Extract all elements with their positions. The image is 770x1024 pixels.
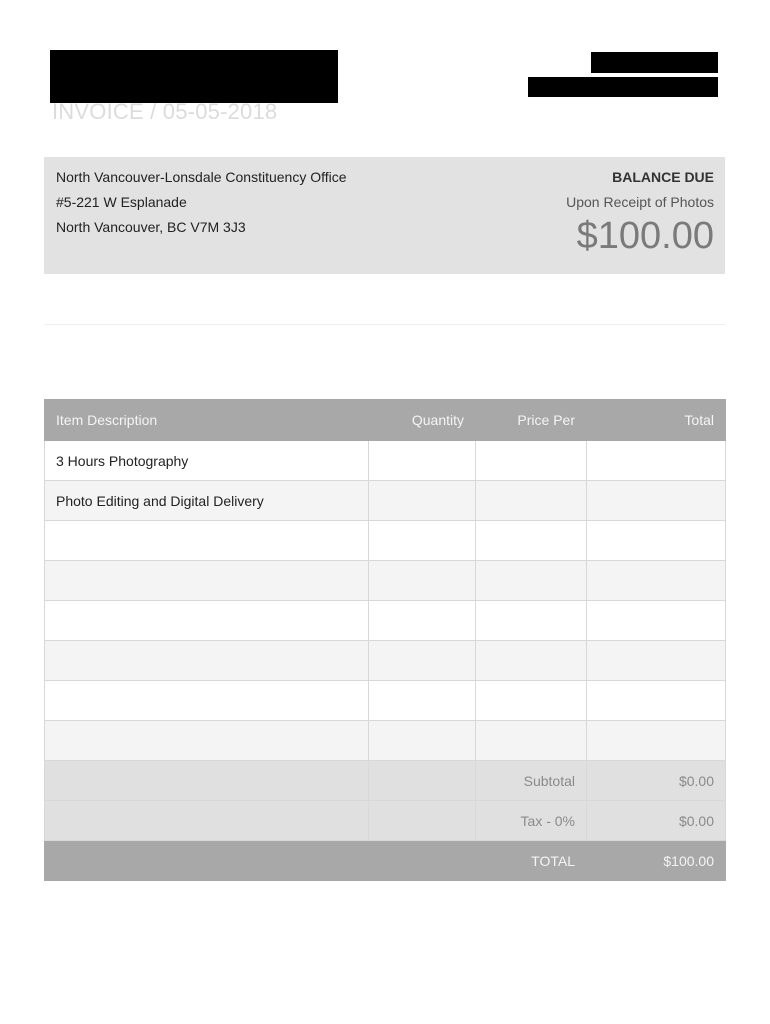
table-row: [45, 681, 726, 721]
item-price: [476, 481, 587, 521]
grand-total-label: TOTAL: [476, 841, 587, 881]
item-total: [587, 521, 726, 561]
item-total: [587, 681, 726, 721]
header-quantity: Quantity: [369, 400, 476, 441]
item-description: [45, 721, 369, 761]
subtotal-label: Subtotal: [476, 761, 587, 801]
empty-cell: [369, 841, 476, 881]
balance-due-block: [566, 169, 714, 258]
item-description: [45, 601, 369, 641]
item-price: [476, 601, 587, 641]
item-quantity: [369, 481, 476, 521]
table-header-row: [45, 400, 726, 441]
item-total: [587, 561, 726, 601]
item-total: [587, 641, 726, 681]
tax-row: [45, 801, 726, 841]
item-total: [587, 481, 726, 521]
divider: [44, 324, 725, 325]
item-price: [476, 521, 587, 561]
table-row: [45, 561, 726, 601]
item-quantity: [369, 521, 476, 561]
balance-due-amount: $100.00: [576, 215, 714, 257]
item-quantity: [369, 641, 476, 681]
table-row: [45, 641, 726, 681]
item-description: 3 Hours Photography: [45, 441, 369, 481]
item-quantity: [369, 441, 476, 481]
item-quantity: [369, 601, 476, 641]
payment-terms: Upon Receipt of Photos: [566, 194, 714, 210]
line-items-table: [44, 399, 726, 881]
item-description: [45, 521, 369, 561]
header-item-description: Item Description: [45, 400, 369, 441]
empty-cell: [45, 761, 369, 801]
redacted-block: [50, 50, 338, 103]
item-total: [587, 441, 726, 481]
redacted-block: [528, 77, 718, 97]
header-total: Total: [587, 400, 726, 441]
item-quantity: [369, 681, 476, 721]
empty-cell: [45, 841, 369, 881]
item-description: [45, 681, 369, 721]
item-quantity: [369, 561, 476, 601]
empty-cell: [45, 801, 369, 841]
invoice-title: INVOICE / 05-05-2018: [52, 99, 278, 124]
item-price: [476, 561, 587, 601]
table-row: [45, 441, 726, 481]
item-price: [476, 441, 587, 481]
item-description: [45, 561, 369, 601]
item-price: [476, 721, 587, 761]
invoice-summary-panel: [44, 157, 725, 274]
redacted-block: [591, 52, 718, 73]
item-quantity: [369, 721, 476, 761]
address-line-3: North Vancouver, BC V7M 3J3: [56, 219, 246, 235]
subtotal-row: [45, 761, 726, 801]
empty-cell: [369, 761, 476, 801]
item-total: [587, 601, 726, 641]
balance-due-label: BALANCE DUE: [612, 169, 714, 185]
address-line-1: North Vancouver-Lonsdale Constituency Office: [56, 169, 347, 185]
subtotal-value: $0.00: [587, 761, 726, 801]
item-price: [476, 641, 587, 681]
table-row: [45, 521, 726, 561]
tax-value: $0.00: [587, 801, 726, 841]
table-row: [45, 721, 726, 761]
grand-total-value: $100.00: [587, 841, 726, 881]
empty-cell: [369, 801, 476, 841]
item-total: [587, 721, 726, 761]
address-line-2: #5-221 W Esplanade: [56, 194, 187, 210]
header-price-per: Price Per: [476, 400, 587, 441]
item-price: [476, 681, 587, 721]
item-description: Photo Editing and Digital Delivery: [45, 481, 369, 521]
tax-label: Tax - 0%: [476, 801, 587, 841]
table-row: [45, 481, 726, 521]
table-row: [45, 601, 726, 641]
customer-address: [56, 169, 347, 244]
item-description: [45, 641, 369, 681]
grand-total-row: [45, 841, 726, 881]
